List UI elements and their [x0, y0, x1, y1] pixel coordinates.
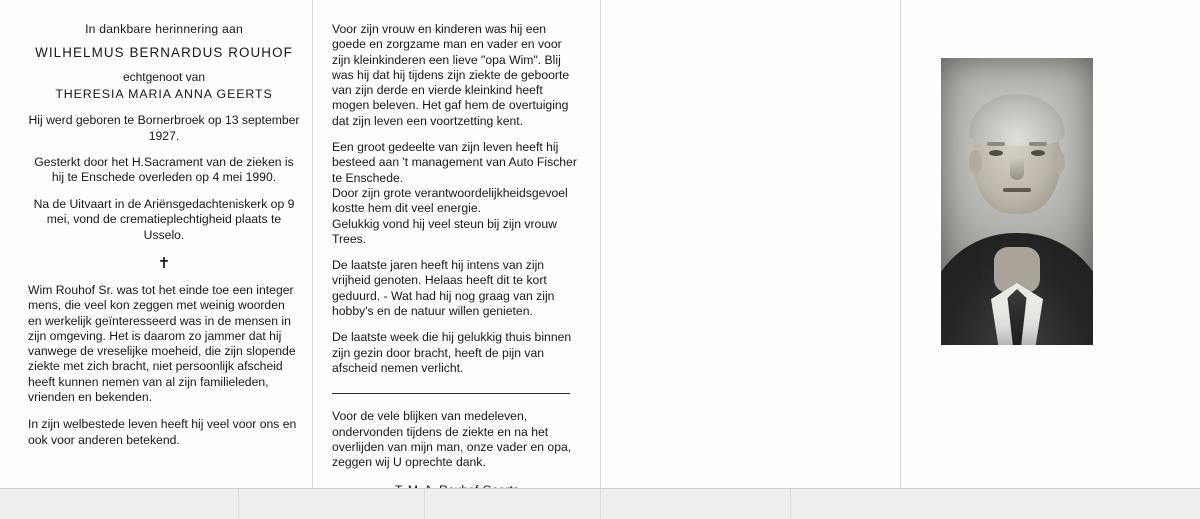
strip-tick-4 — [790, 489, 791, 519]
memorial-left-column — [28, 22, 300, 448]
column-divider-3 — [900, 0, 901, 488]
section-divider-rule — [332, 393, 570, 394]
portrait-photo — [941, 58, 1093, 345]
tribute-paragraph-3: Voor zijn vrouw en kinderen was hij een goede en zorgzame man en vader en voor zijn kleinkinderen een lieve "opa Wim". Blij was hij dat hij tijdens zijn ziekte de geboorte van zijn derde en vierde kleinkind heeft mogen beleven. Het gaf hem de overtuiging dat zijn leven een voortzetting kent. — [332, 22, 570, 128]
spouse-label: echtgenoot van — [122, 69, 206, 84]
photo-vignette — [941, 58, 1093, 345]
funeral-details: Na de Uitvaart in de Ariënsgedachteniskerk op 9 mei, vond de crematieplechtigheid plaats te Usselo. — [33, 196, 295, 242]
deceased-name: WILHELMUS BERNARDUS ROUHOF — [35, 45, 293, 61]
scan-bottom-strip — [0, 488, 1200, 519]
column-divider-1 — [312, 0, 313, 488]
memorial-middle-column — [332, 22, 582, 514]
column-divider-2 — [600, 0, 601, 488]
strip-tick-3 — [600, 489, 601, 519]
birth-details: Hij werd geboren te Bornerbroek op 13 september 1927. — [28, 113, 300, 143]
tribute-paragraph-1: Wim Rouhof Sr. was tot het einde toe een integer mens, die veel kon zeggen met weinig woorden en werkelijk geïnteresseerd was in de mensen in zijn omgeving. Het is daarom zo jammer dat hij vanwege de vreselijke moeheid, die zijn slopende ziekte met zich bracht, niet persoonlijk afscheid heeft kunnen nemen van al zijn familieleden, vrienden en bekenden. — [28, 282, 296, 405]
strip-tick-2 — [424, 489, 425, 519]
tribute-paragraph-8: De laatste week die hij gelukkig thuis binnen zijn gezin door bracht, heeft de pijn van afscheid nemen verlicht. — [332, 330, 572, 375]
tribute-paragraph-2: In zijn welbestede leven heeft hij veel voor ons en ook voor anderen betekend. — [28, 417, 297, 447]
tribute-paragraph-5: Door zijn grote verantwoordelijkheidsgevoel kostte hem dit veel energie. — [332, 185, 568, 216]
death-details: Gesterkt door het H.Sacrament van de zieken is hij te Enschede overleden op 4 mei 1990. — [34, 154, 294, 185]
tribute-paragraph-4: Een groot gedeelte van zijn leven heeft hij besteed aan 't management van Auto Fischer te Enschede. — [332, 140, 577, 185]
cross-icon: ✝ — [157, 254, 171, 272]
thanks-paragraph: Voor de vele blijken van medeleven, ondervonden tijdens de ziekte en na het overlijden van mijn man, onze vader en opa, zeggen wij U oprechte dank. — [332, 409, 572, 470]
spouse-name: THERESIA MARIA ANNA GEERTS — [55, 86, 273, 101]
tribute-paragraph-7: De laatste jaren heeft hij intens van zijn vrijheid genoten. Helaas heeft dit te kort geduurd. - Wat had hij nog graag van zijn hobby's en de natuur willen genieten. — [332, 258, 555, 319]
strip-tick-1 — [238, 489, 239, 519]
tribute-paragraph-6: Gelukkig vond hij veel steun bij zijn vrouw Trees. — [332, 216, 557, 246]
intro-text: In dankbare herinnering aan — [85, 22, 243, 36]
